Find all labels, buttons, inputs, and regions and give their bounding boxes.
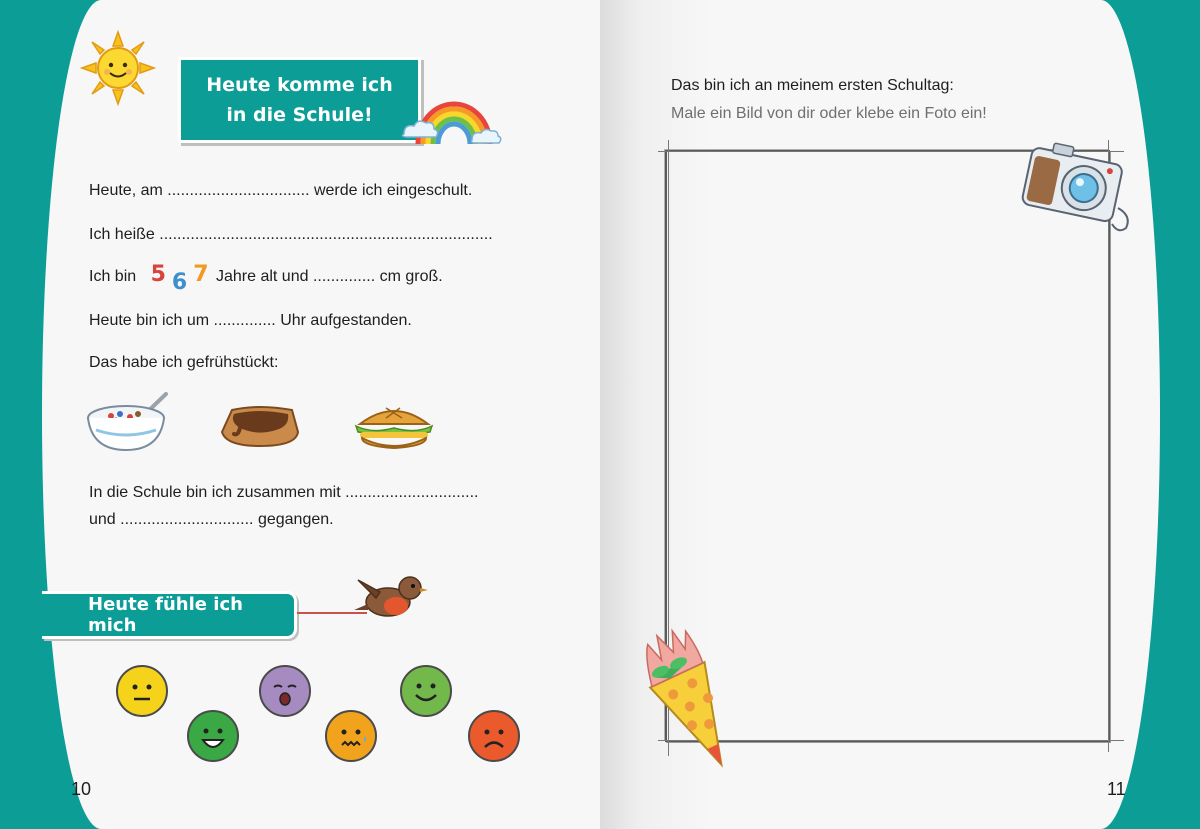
sad-red-face[interactable] xyxy=(468,710,520,762)
neutral-yellow-face[interactable] xyxy=(116,665,168,717)
worried-orange-face[interactable] xyxy=(325,710,377,762)
smiling-green-face[interactable] xyxy=(400,665,452,717)
right-page-number: 11 xyxy=(1107,779,1126,799)
yawning-face-icon xyxy=(261,667,309,715)
left-page-number: 10 xyxy=(71,779,92,799)
age-line xyxy=(89,262,443,295)
right-page-instruction: Male ein Bild von dir oder klebe ein Foto ein! xyxy=(671,105,987,122)
camera-icon xyxy=(1016,138,1134,234)
neutral-face-icon xyxy=(118,667,166,715)
burger-icon[interactable] xyxy=(352,396,436,454)
age-option-7[interactable]: 7 xyxy=(193,262,209,287)
chocolate-bread-icon[interactable] xyxy=(218,402,302,450)
companion-line-2: und .............................. gegangen. xyxy=(89,511,334,528)
breakfast-line: Das habe ich gefrühstückt: xyxy=(89,354,279,371)
wake-up-line: Heute bin ich um .............. Uhr aufgestanden. xyxy=(89,312,412,329)
laughing-face-icon xyxy=(189,712,237,760)
right-page-heading: Das bin ich an meinem ersten Schultag: xyxy=(671,77,954,94)
title-line-1: Heute komme ich xyxy=(206,74,393,96)
worried-face-icon xyxy=(327,712,375,760)
name-line: Ich heiße ........................................................................... xyxy=(89,226,493,243)
tired-purple-face[interactable] xyxy=(259,665,311,717)
companion-line-1: In die Schule bin ich zusammen mit .............................. xyxy=(89,484,479,501)
school-cone-icon xyxy=(620,622,770,778)
age-suffix: Jahre alt und .............. cm groß. xyxy=(215,268,443,285)
rainbow-icon xyxy=(400,82,504,154)
happy-green-face[interactable] xyxy=(187,710,239,762)
enrollment-line: Heute, am ................................ werde ich eingeschult. xyxy=(89,182,473,199)
sad-face-icon xyxy=(470,712,518,760)
age-prefix: Ich bin xyxy=(89,268,137,285)
sun-icon xyxy=(80,30,156,106)
title-line-2: in die Schule! xyxy=(226,104,373,126)
smile-face-icon xyxy=(402,667,450,715)
feelings-banner xyxy=(42,591,297,639)
title-banner xyxy=(178,57,421,143)
feelings-banner-label: Heute fühle ich mich xyxy=(88,594,243,636)
bird-icon xyxy=(352,570,428,622)
cereal-bowl-icon[interactable] xyxy=(86,390,172,454)
age-option-5[interactable]: 5 xyxy=(150,262,166,287)
age-option-6[interactable]: 6 xyxy=(171,270,188,295)
